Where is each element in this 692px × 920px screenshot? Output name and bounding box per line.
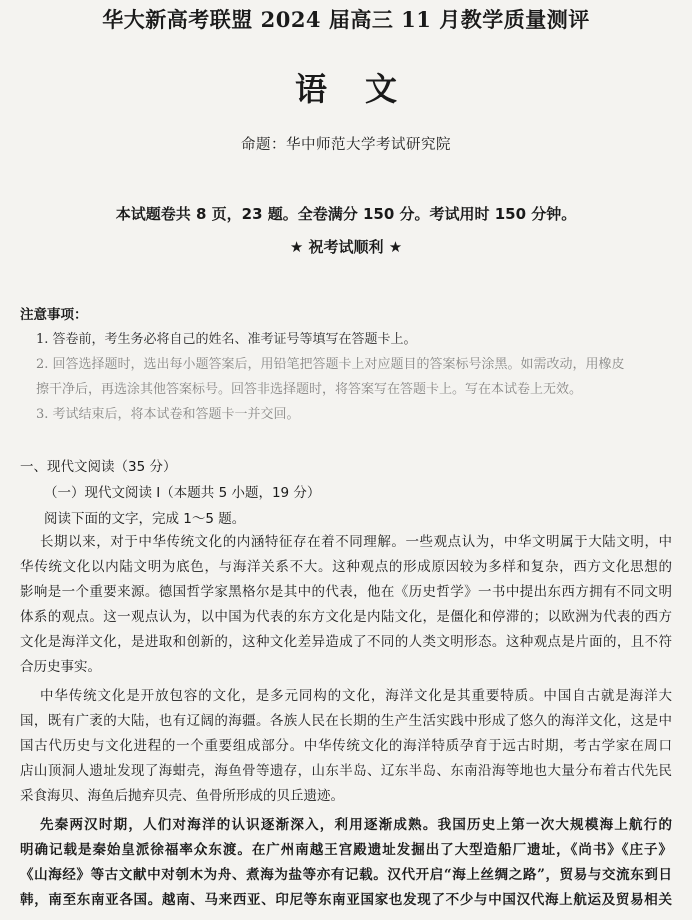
passage-line: 先秦两汉时期，人们对海洋的认识逐渐深入，利用逐渐成熟。我国历史上第一次大规模海上航行的 [40, 817, 672, 833]
notice-item: 3. 考试结束后，将本试卷和答题卡一并交回。 [36, 407, 300, 422]
passage-line: 采食海贝、海鱼后抛弃贝壳、鱼骨所形成的贝丘遗迹。 [20, 788, 344, 804]
passage-line: 店山顶洞人遗址发现了海蚶壳，海鱼骨等遗存，山东半岛、辽东半岛、东南沿海等地也大量分布着古代先民 [20, 763, 672, 779]
section-heading: 一、现代文阅读（35 分） [20, 459, 177, 475]
sub-section-heading: （一）现代文阅读 Ⅰ（本题共 5 小题，19 分） [44, 485, 321, 501]
passage-line: 韩，南至东南亚各国。越南、马来西亚、印尼等东南亚国家也发现了不少与中国汉代海上航运及贸易相关 [20, 892, 672, 908]
passage-line: 华传统文化以内陆文明为底色，与海洋关系不大。这种观点的形成原因较为多样和复杂，西方文化思想的 [20, 559, 672, 575]
good-luck-line: ★ 祝考试顺利 ★ [289, 238, 403, 256]
passage-line: 国，既有广袤的大陆，也有辽阔的海疆。各族人民在长期的生产生活实践中形成了悠久的海洋文化，这是中 [20, 713, 672, 729]
passage-line: 中华传统文化是开放包容的文化，是多元同构的文化，海洋文化是其重要特质。中国自古就是海洋大 [40, 688, 672, 704]
passage-line: 体系的观点。这一观点认为，以中国为代表的东方文化是内陆文化，是僵化和停滞的；以欧洲为代表的西方 [20, 609, 672, 625]
passage-line: 长期以来，对于中华传统文化的内涵特征存在着不同理解。一些观点认为，中华文明属于大陆文明，中 [40, 534, 672, 550]
notice-item: 2. 回答选择题时，选出每小题答案后，用铅笔把答题卡上对应题目的答案标号涂黑。如需改动，用橡皮 [36, 357, 625, 372]
exam-title: 华大新高考联盟 2024 届高三 11 月教学质量测评 [102, 7, 590, 32]
passage-line: 影响是一个重要来源。德国哲学家黑格尔是其中的代表，他在《历史哲学》一书中提出东西方拥有不同文明 [20, 584, 672, 600]
passage-line: 《山海经》等古文献中对刳木为舟、煮海为盐等亦有记载。汉代开启“海上丝绸之路”，贸易与交流东到日 [20, 867, 672, 883]
author-line: 命题：华中师范大学考试研究院 [241, 137, 451, 153]
subject-title: 语文 [294, 70, 435, 108]
paper-info: 本试题卷共 8 页，23 题。全卷满分 150 分。考试用时 150 分钟。 [115, 205, 577, 223]
passage-line: 国古代历史与文化进程的一个重要组成部分。中华传统文化的海洋特质孕育于远古时期，考古学家在周口 [20, 738, 672, 754]
reading-instruction: 阅读下面的文字，完成 1～5 题。 [44, 511, 246, 527]
passage-line: 明确记载是秦始皇派徐福率众东渡。在广州南越王宫殿遗址发掘出了大型造船厂遗址，《尚书》《庄子》 [20, 842, 672, 858]
notice-heading: 注意事项： [20, 307, 88, 323]
passage-line: 合历史事实。 [20, 659, 101, 675]
notice-item: 1. 答卷前，考生务必将自己的姓名、准考证号等填写在答题卡上。 [36, 332, 417, 347]
notice-item: 擦干净后，再选涂其他答案标号。回答非选择题时，将答案写在答题卡上。写在本试卷上无效。 [36, 382, 583, 397]
passage-line: 文化是海洋文化，是进取和创新的，这种文化差异造成了不同的人类文明形态。这种观点是片面的，且不符 [20, 634, 672, 650]
